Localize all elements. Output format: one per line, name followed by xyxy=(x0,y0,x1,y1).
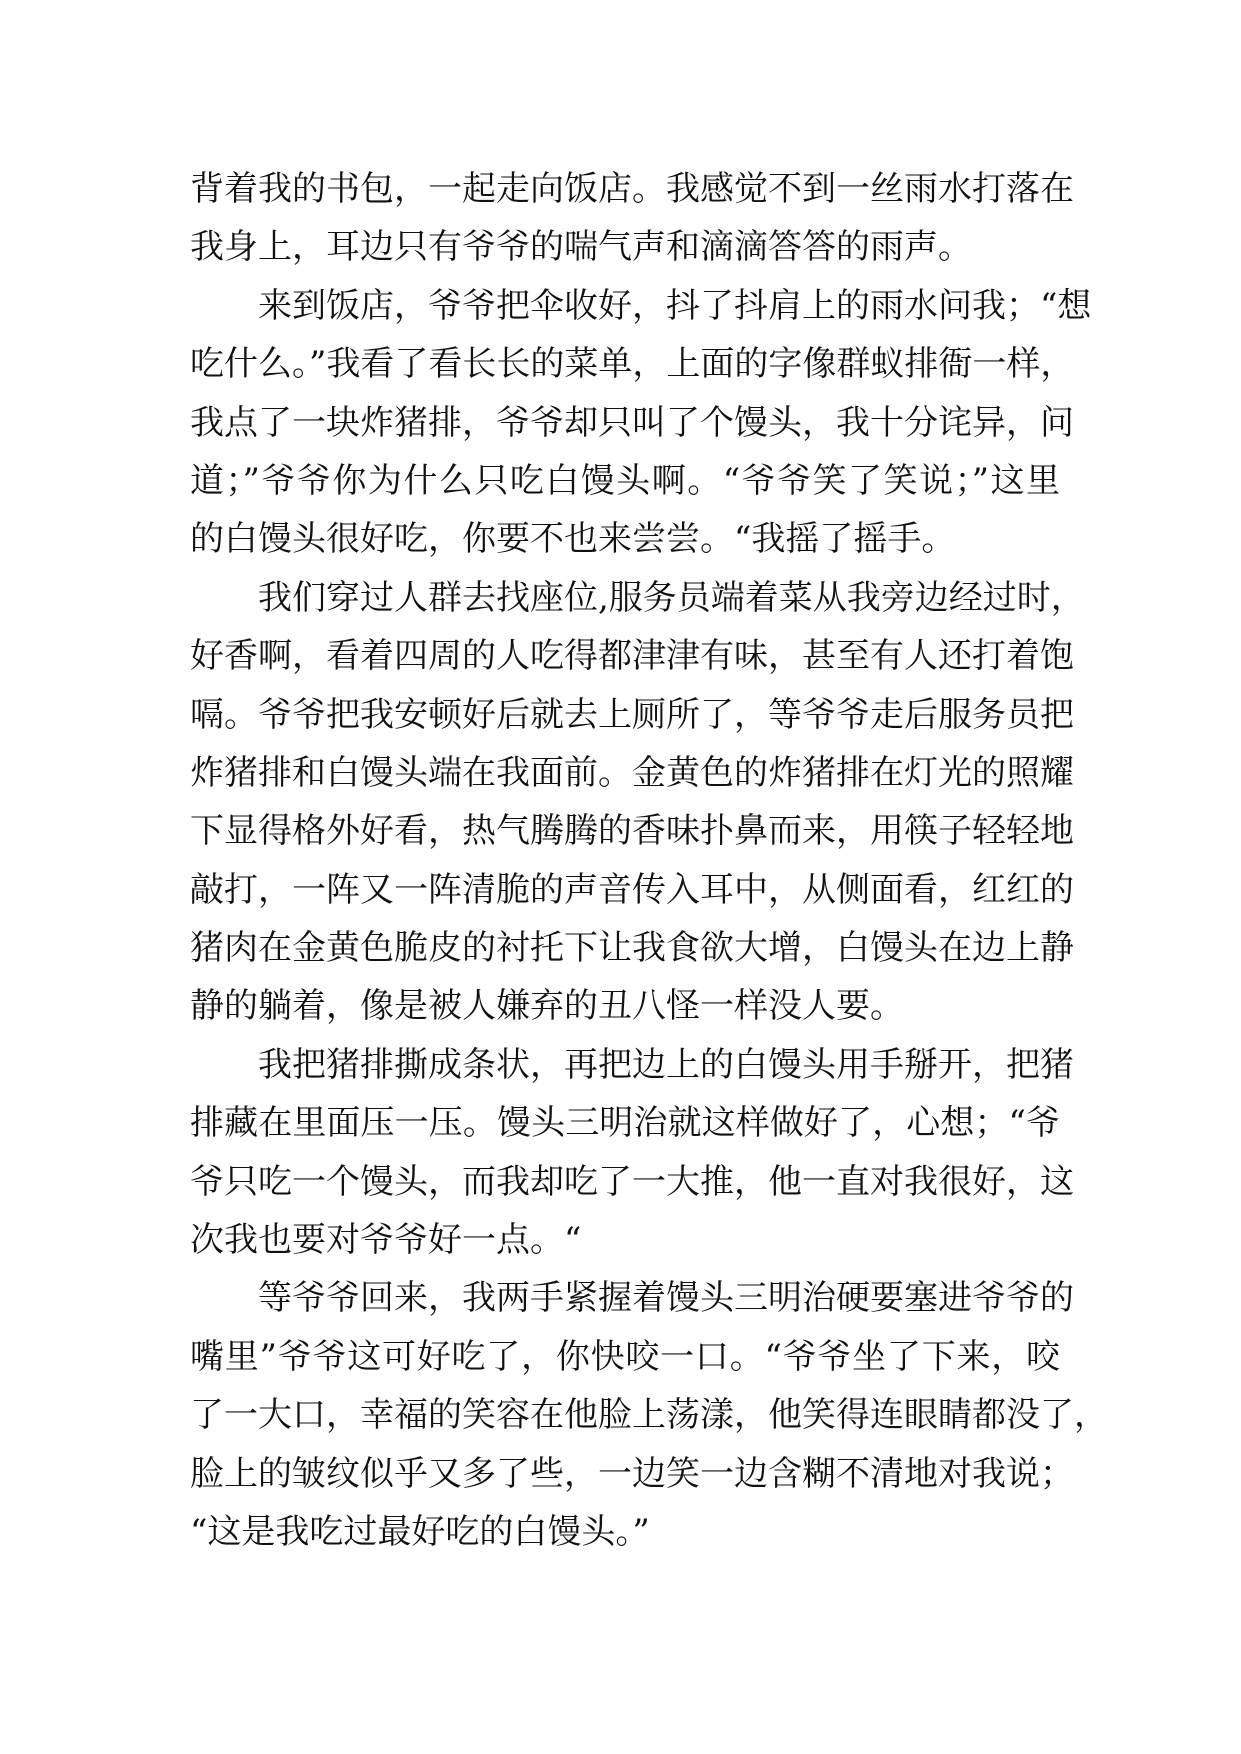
paragraph-5 xyxy=(190,1269,1108,1561)
text-line: 脸上的皱纹似乎又多了些，一边笑一边含糊不清地对我说； xyxy=(190,1453,1074,1494)
paragraph-3 xyxy=(190,569,1085,1036)
text-line: 爷只吃一个馒头，而我却吃了一大推，他一直对我很好，这 xyxy=(190,1161,1074,1202)
text-line: 猪肉在金黄色脆皮的衬托下让我食欲大增，白馒头在边上静 xyxy=(190,928,1074,969)
text-line: 敲打，一阵又一阵清脆的声音传入耳中，从侧面看，红红的 xyxy=(190,869,1074,910)
text-line: 吃什么。”我看了看长长的菜单，上面的字像群蚁排衙一样， xyxy=(190,344,1075,385)
text-line: 次我也要对爷爷好一点。“ xyxy=(190,1220,582,1261)
text-line: 了一大口，幸福的笑容在他脸上荡漾，他笑得连眼睛都没了， xyxy=(190,1395,1108,1436)
document-body xyxy=(190,160,1108,1561)
text-line: 嗝。爷爷把我安顿好后就去上厕所了，等爷爷走后服务员把 xyxy=(190,694,1074,735)
text-line: 嘴里”爷爷这可好吃了，你快咬一口。“爷爷坐了下来，咬 xyxy=(190,1336,1060,1377)
text-line: “这是我吃过最好吃的白馒头。” xyxy=(190,1511,650,1552)
text-line: 我点了一块炸猪排，爷爷却只叫了个馒头，我十分诧异，问 xyxy=(190,402,1074,443)
text-line: 静的躺着，像是被人嫌弃的丑八怪一样没人要。 xyxy=(190,986,904,1027)
text-line: 来到饭店，爷爷把伞收好，抖了抖肩上的雨水问我；“想 xyxy=(258,285,1092,326)
text-line: 等爷爷回来，我两手紧握着馒头三明治硬要塞进爷爷的 xyxy=(258,1278,1074,1319)
text-line: 道；”爷爷你为什么只吃白馒头啊。“爷爷笑了笑说；”这里 xyxy=(190,460,1060,501)
text-line: 背着我的书包，一起走向饭店。我感觉不到一丝雨水打落在 xyxy=(190,169,1074,209)
paragraph-1 xyxy=(190,160,1074,277)
paragraph-4 xyxy=(190,1036,1074,1270)
paragraph-2 xyxy=(190,277,1092,569)
text-line: 的白馒头很好吃，你要不也来尝尝。“我摇了摇手。 xyxy=(190,519,956,560)
text-line: 我把猪排撕成条状，再把边上的白馒头用手掰开，把猪 xyxy=(258,1044,1074,1085)
text-line: 炸猪排和白馒头端在我面前。金黄色的炸猪排在灯光的照耀 xyxy=(190,752,1074,793)
text-line: 排藏在里面压一压。馒头三明治就这样做好了，心想；“爷 xyxy=(190,1103,1060,1144)
text-line: 好香啊，看着四周的人吃得都津津有味，甚至有人还打着饱 xyxy=(190,636,1074,677)
text-line: 下显得格外好看，热气腾腾的香味扑鼻而来，用筷子轻轻地 xyxy=(190,811,1074,852)
text-line: 我们穿过人群去找座位,服务员端着菜从我旁边经过时， xyxy=(258,577,1085,618)
text-line: 我身上，耳边只有爷爷的喘气声和滴滴答答的雨声。 xyxy=(190,227,972,268)
